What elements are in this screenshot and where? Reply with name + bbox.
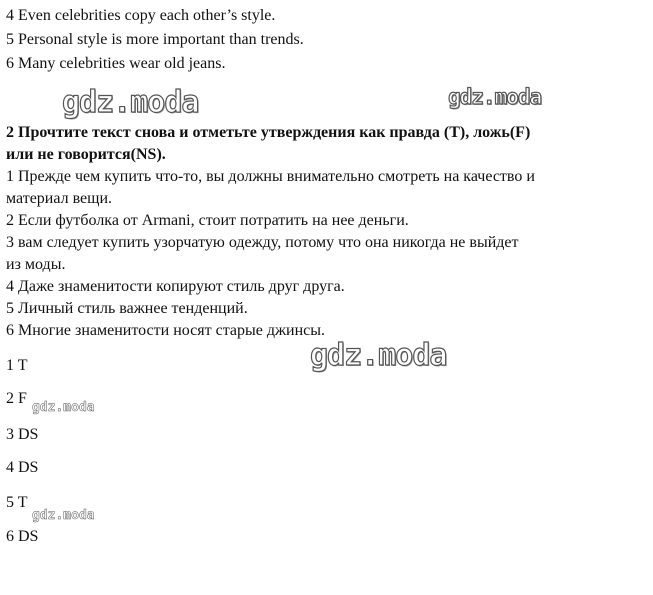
- russian-statement-5: 5 Личный стиль важнее тенденций.: [6, 300, 248, 317]
- task-heading-line1: 2 Прочтите текст снова и отметьте утверждения как правда (T), ложь(F): [6, 124, 531, 141]
- answer-3: 3 DS: [6, 426, 39, 443]
- russian-statement-3: 3 вам следует купить узорчатую одежду, потому что она никогда не выйдет: [6, 234, 519, 251]
- answer-5: 5 T: [6, 494, 28, 511]
- watermark-logo: gdz.moda: [62, 85, 199, 120]
- english-statement-6: 6 Many celebrities wear old jeans.: [6, 55, 226, 72]
- watermark-logo: gdz.moda: [310, 338, 447, 373]
- english-statement-4: 4 Even celebrities copy each other’s style.: [6, 7, 276, 24]
- russian-statement-2: 2 Если футболка от Armani, стоит потратить на нее деньги.: [6, 212, 409, 229]
- watermark-logo: gdz.moda: [32, 508, 95, 523]
- watermark-logo: gdz.moda: [32, 400, 95, 415]
- russian-statement-4: 4 Даже знаменитости копируют стиль друг друга.: [6, 278, 345, 295]
- answer-6: 6 DS: [6, 528, 39, 545]
- answer-4: 4 DS: [6, 459, 39, 476]
- english-statement-5: 5 Personal style is more important than trends.: [6, 31, 304, 48]
- russian-statement-6: 6 Многие знаменитости носят старые джинсы.: [6, 322, 326, 339]
- russian-statement-1: 1 Прежде чем купить что-то, вы должны внимательно смотреть на качество и: [6, 168, 535, 185]
- watermark-logo: gdz.moda: [448, 85, 542, 109]
- answer-2: 2 F: [6, 390, 27, 407]
- russian-statement-1-cont: материал вещи.: [6, 190, 113, 207]
- answer-1: 1 T: [6, 357, 28, 374]
- task-heading-line2: или не говорится(NS).: [6, 146, 166, 163]
- russian-statement-3-cont: из моды.: [6, 256, 66, 273]
